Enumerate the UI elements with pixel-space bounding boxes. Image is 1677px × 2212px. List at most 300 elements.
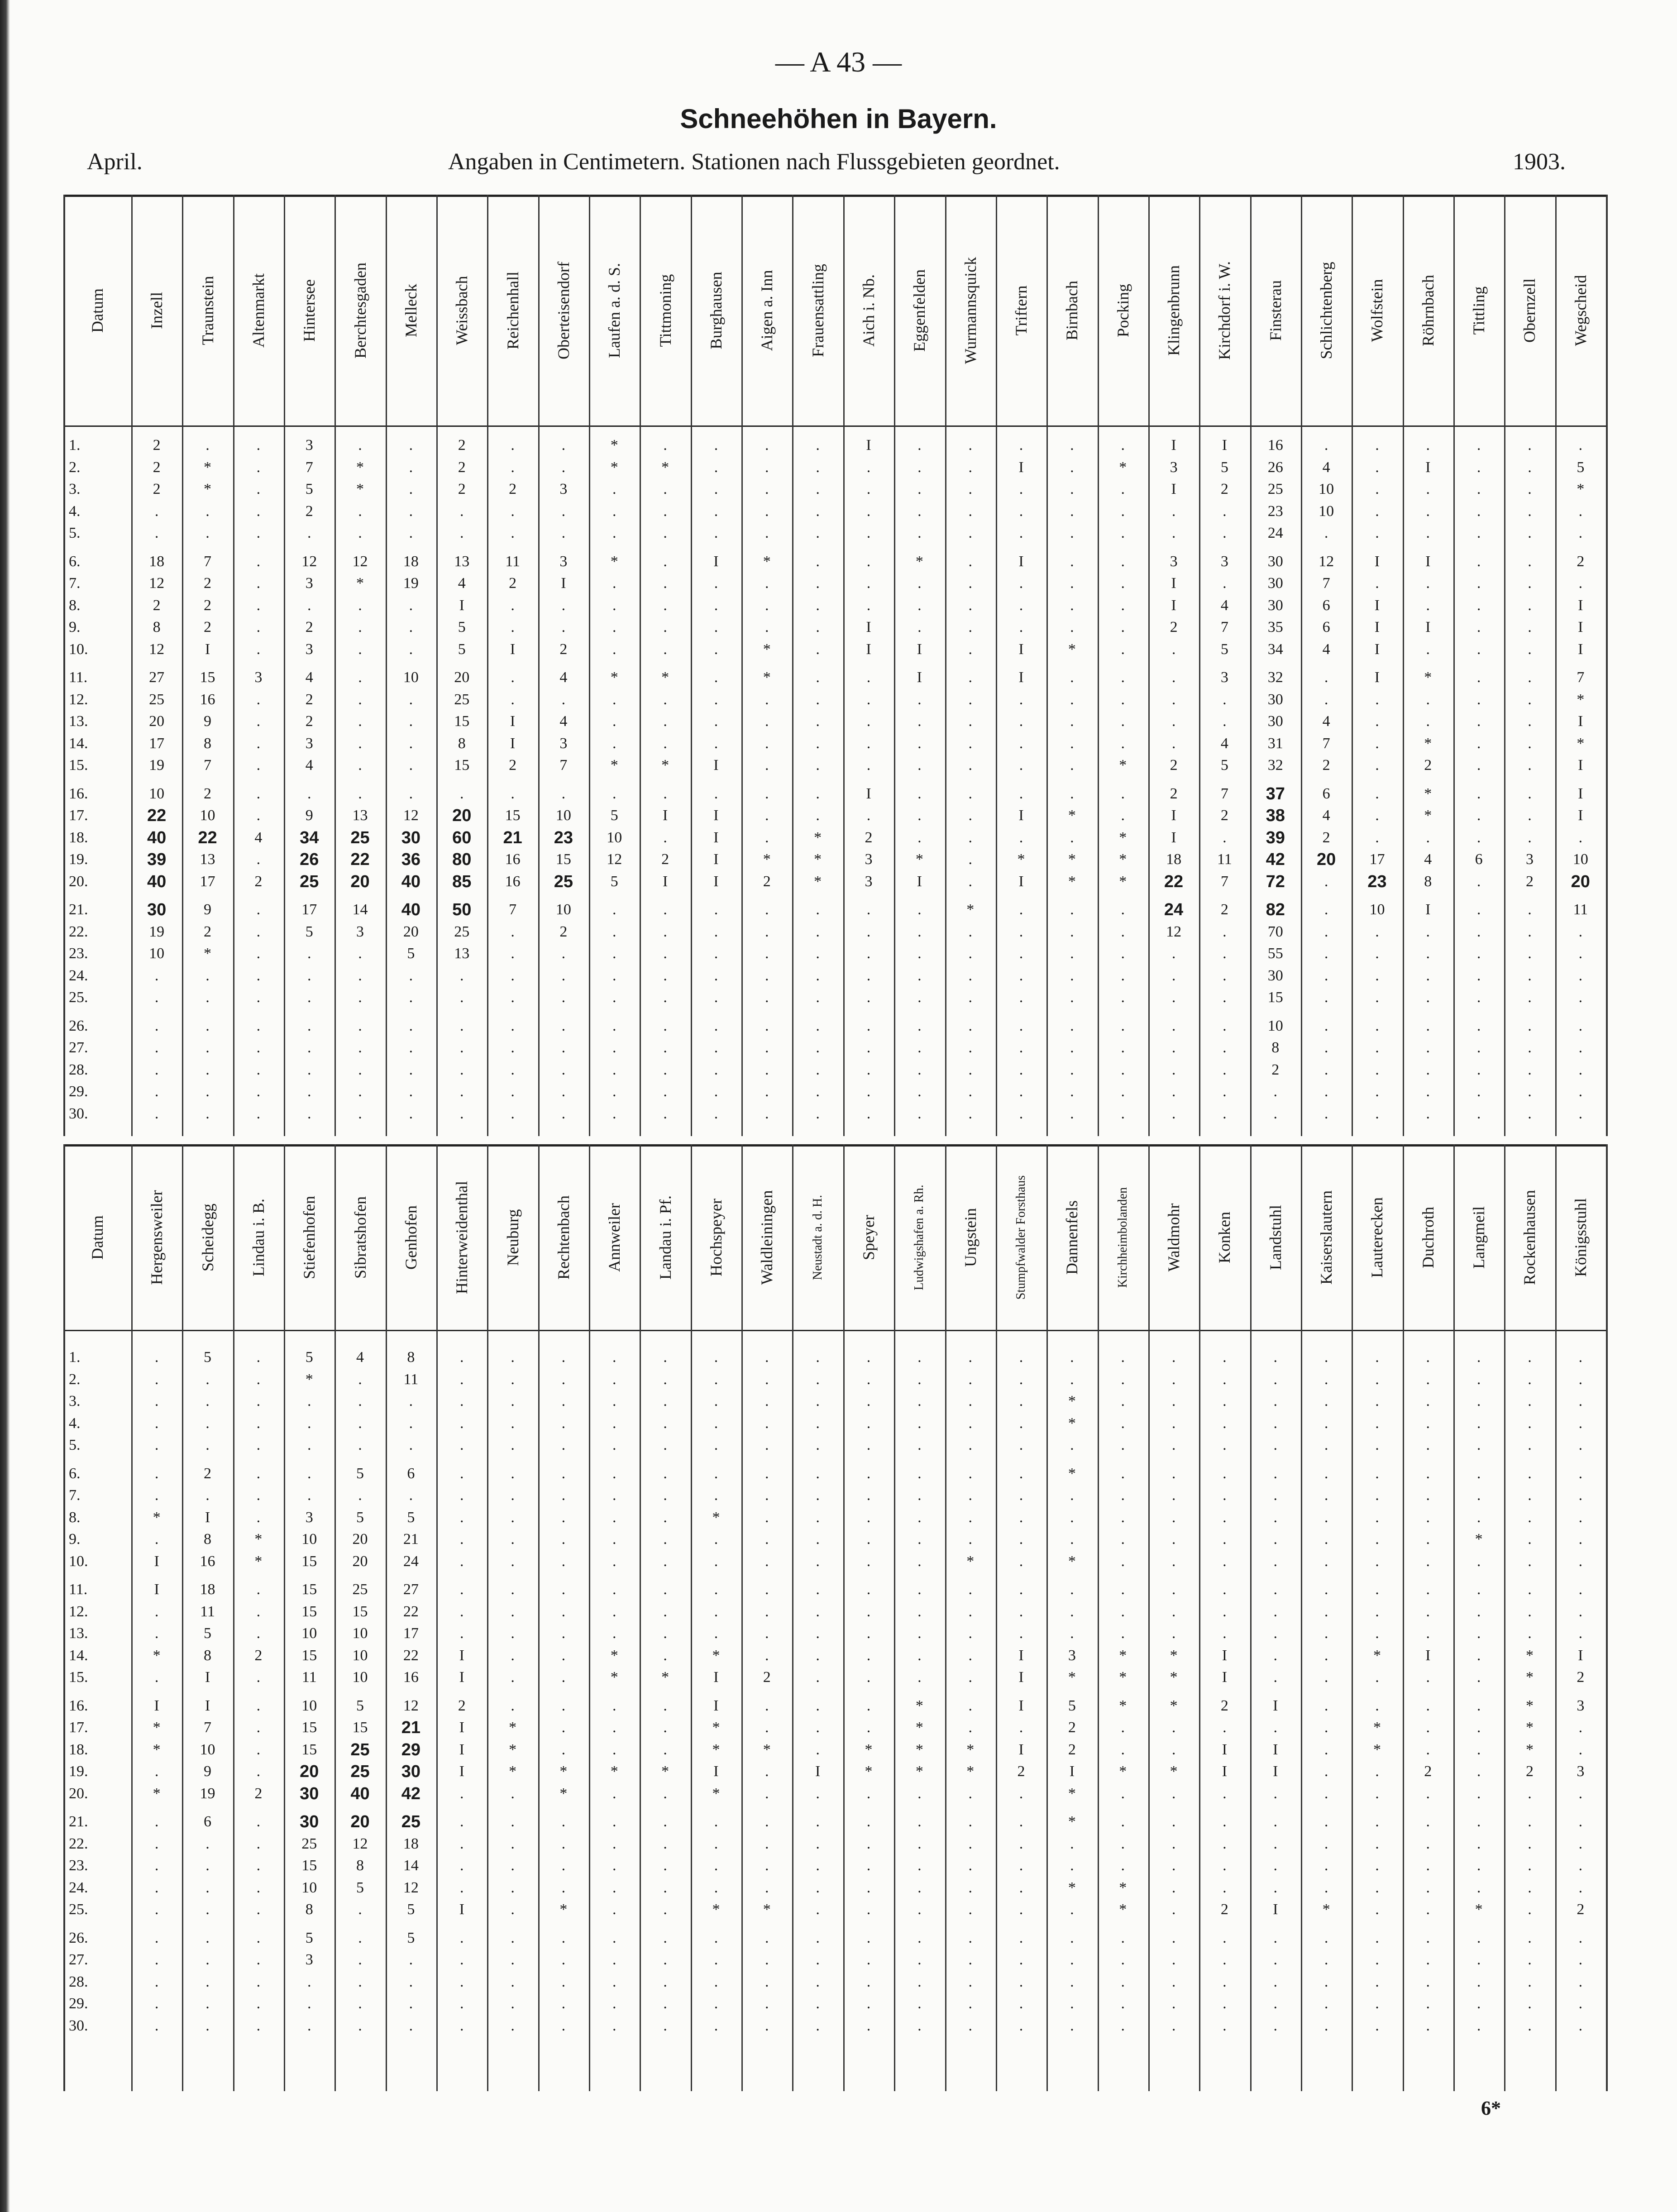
value-cell: . [663, 1951, 667, 1968]
value-cell: . [561, 1105, 566, 1122]
value-cell: 38 [1266, 806, 1285, 825]
value-cell: 7 [204, 1719, 212, 1736]
value-cell: . [917, 1061, 922, 1078]
station-name: Kirchdorf i. W. [1215, 261, 1234, 360]
value-cell: . [1476, 1581, 1481, 1598]
station-name: Hintersee [300, 279, 319, 342]
value-cell: . [866, 989, 871, 1006]
value-cell: . [1121, 1531, 1125, 1548]
value-cell: . [866, 1951, 871, 1968]
value-cell: 18 [149, 553, 165, 570]
value-cell: . [1578, 1039, 1583, 1056]
value-cell: . [256, 437, 261, 454]
value-cell: . [1476, 1879, 1481, 1896]
value-cell: 20 [149, 713, 165, 730]
value-cell: . [663, 1437, 667, 1453]
date-cell: 30. [69, 2017, 88, 2034]
value-cell: . [256, 1017, 261, 1034]
value-cell: . [511, 923, 515, 940]
value-cell: * [1525, 1697, 1534, 1714]
value-cell: . [612, 967, 616, 984]
value-cell: I [1018, 1697, 1024, 1714]
value-cell: 3 [1170, 459, 1178, 476]
value-cell: * [204, 945, 212, 962]
value-cell: . [1070, 1509, 1074, 1526]
value-cell: . [205, 1951, 210, 1968]
value-cell: . [358, 619, 362, 635]
value-cell: . [1273, 1835, 1277, 1852]
value-cell: . [1324, 1017, 1328, 1034]
station-name: Scheidegg [198, 1204, 217, 1271]
value-cell: * [712, 1719, 720, 1736]
value-cell: . [1223, 1857, 1227, 1874]
value-cell: . [1528, 807, 1532, 824]
value-cell: . [714, 1039, 718, 1056]
value-cell: . [1223, 1951, 1227, 1968]
value-cell: 15 [301, 1603, 317, 1620]
value-cell: . [358, 945, 362, 962]
value-cell: . [968, 502, 972, 520]
value-cell: . [307, 1083, 311, 1100]
value-cell: 40 [147, 828, 167, 847]
value-cell: . [1223, 1083, 1227, 1100]
value-cell: . [1019, 967, 1023, 984]
value-cell: 2 [1170, 785, 1178, 802]
value-cell: . [612, 989, 616, 1006]
value-cell: . [917, 807, 922, 824]
station-header [1148, 1147, 1199, 1328]
value-cell: 8 [153, 619, 161, 635]
value-cell: . [714, 735, 718, 752]
value-cell: . [511, 785, 515, 802]
value-cell: * [712, 1509, 720, 1526]
value-cell: . [1070, 1017, 1074, 1034]
value-cell: . [1476, 1039, 1481, 1056]
value-cell: . [1273, 1879, 1277, 1896]
value-cell: * [1525, 1719, 1534, 1736]
value-cell: . [968, 1995, 972, 2012]
value-cell: . [205, 1857, 210, 1874]
value-cell: 19 [149, 757, 165, 774]
value-cell: . [1070, 1929, 1074, 1946]
value-cell: * [356, 459, 364, 476]
value-cell: . [1578, 1785, 1583, 1802]
value-cell: 12 [352, 553, 368, 570]
value-cell: . [1121, 945, 1125, 962]
value-cell: . [561, 1879, 566, 1896]
station-header [1148, 197, 1199, 424]
value-cell: . [866, 1625, 871, 1642]
value-cell: . [256, 1763, 261, 1780]
value-cell: . [1476, 923, 1481, 940]
value-cell: . [459, 1929, 464, 1946]
value-cell: . [205, 437, 210, 454]
value-cell: 9 [204, 1763, 212, 1780]
value-cell: . [1273, 1813, 1277, 1830]
value-cell: . [917, 735, 922, 752]
station-header [996, 197, 1046, 424]
value-cell: 25 [352, 1581, 368, 1598]
value-cell: . [1121, 785, 1125, 802]
station-header [1046, 197, 1097, 424]
value-cell: I [713, 807, 719, 824]
value-cell: 5 [1577, 459, 1585, 476]
value-cell: . [917, 1553, 922, 1570]
value-cell: . [816, 1581, 820, 1598]
value-cell: . [612, 691, 616, 708]
date-cell: 29. [69, 1083, 88, 1100]
value-cell: . [866, 1349, 871, 1366]
value-cell: 10 [352, 1625, 368, 1642]
value-cell: 13 [352, 807, 368, 824]
value-cell: . [714, 1813, 718, 1830]
value-cell: . [358, 1973, 362, 1990]
value-cell: . [917, 829, 922, 846]
value-cell: . [765, 502, 769, 520]
value-cell: . [968, 619, 972, 635]
station-name: Rockenhausen [1520, 1190, 1539, 1285]
value-cell: . [1324, 945, 1328, 962]
value-cell: . [663, 1929, 667, 1946]
station-header [843, 1147, 894, 1328]
value-cell: . [663, 1785, 667, 1802]
date-cell: 23. [69, 1857, 88, 1874]
station-name: Pocking [1113, 283, 1132, 338]
station-header [386, 197, 436, 424]
value-cell: . [816, 807, 820, 824]
value-cell: 11 [1217, 851, 1232, 868]
value-cell: . [1223, 1835, 1227, 1852]
value-cell: 13 [454, 553, 470, 570]
station-name: Aich i. Nb. [859, 274, 878, 347]
value-cell: . [1223, 1371, 1227, 1388]
value-cell: . [1476, 1951, 1481, 1968]
value-cell: . [1426, 1813, 1430, 1830]
value-cell: . [154, 1083, 159, 1100]
value-cell: . [968, 669, 972, 686]
value-cell: . [154, 967, 159, 984]
value-cell: . [1019, 525, 1023, 541]
station-header [284, 197, 334, 424]
value-cell: . [1426, 967, 1430, 984]
value-cell: . [511, 1857, 515, 1874]
value-cell: . [1273, 1951, 1277, 1968]
value-cell: . [1019, 1371, 1023, 1388]
value-cell: . [1375, 1553, 1379, 1570]
value-cell: . [968, 1785, 972, 1802]
value-cell: 17 [200, 873, 215, 890]
value-cell: . [612, 1039, 616, 1056]
value-cell: . [256, 1813, 261, 1830]
value-cell: 21 [403, 1531, 419, 1548]
value-cell: * [610, 437, 618, 454]
date-cell: 7. [69, 1487, 81, 1504]
station-header [1555, 1147, 1606, 1328]
station-header [1301, 197, 1352, 424]
value-cell: . [1324, 1581, 1328, 1598]
value-cell: . [256, 1509, 261, 1526]
value-cell: . [816, 757, 820, 774]
value-cell: * [763, 553, 771, 570]
value-cell: . [1070, 1083, 1074, 1100]
value-cell: . [1019, 619, 1023, 635]
value-cell: . [154, 1414, 159, 1432]
value-cell: . [1528, 1414, 1532, 1432]
value-cell: . [154, 502, 159, 520]
date-cell: 21. [69, 901, 88, 918]
value-cell: . [663, 1349, 667, 1366]
value-cell: * [661, 757, 669, 774]
station-header [1352, 197, 1402, 424]
value-cell: . [256, 640, 261, 658]
value-cell: . [917, 757, 922, 774]
value-cell: . [511, 1531, 515, 1548]
value-cell: * [1068, 1879, 1076, 1896]
value-cell: . [1223, 1995, 1227, 2012]
date-cell: 6. [69, 553, 81, 570]
value-cell: . [816, 1039, 820, 1056]
value-cell: . [816, 575, 820, 592]
value-cell: . [663, 1741, 667, 1758]
value-cell: 4 [1322, 640, 1330, 658]
date-cell: 25. [69, 989, 88, 1006]
value-cell: . [714, 967, 718, 984]
value-cell: 5 [356, 1697, 364, 1714]
value-cell: . [765, 2017, 769, 2034]
value-cell: . [205, 1393, 210, 1409]
value-cell: . [1426, 1371, 1430, 1388]
value-cell: I [561, 575, 566, 592]
station-name: Königsstuhl [1571, 1198, 1590, 1277]
value-cell: 2 [1322, 757, 1330, 774]
value-cell: 3 [1068, 1647, 1076, 1664]
value-cell: . [154, 1625, 159, 1642]
value-cell: . [1171, 1995, 1176, 2012]
value-cell: . [816, 1785, 820, 1802]
value-cell: . [1476, 713, 1481, 730]
station-header [640, 197, 690, 424]
value-cell: 2 [153, 437, 161, 454]
value-cell: . [1070, 597, 1074, 614]
value-cell: . [816, 735, 820, 752]
value-cell: * [661, 1763, 669, 1780]
value-cell: . [1223, 713, 1227, 730]
value-cell: . [1223, 1393, 1227, 1409]
station-name: Schlichtenberg [1317, 262, 1336, 359]
value-cell: . [409, 1995, 413, 2012]
value-cell: 36 [401, 850, 421, 869]
value-cell: . [1528, 1973, 1532, 1990]
value-cell: . [663, 1719, 667, 1736]
value-cell: . [1324, 1785, 1328, 1802]
value-cell: . [1121, 1349, 1125, 1366]
value-cell: 4 [1424, 851, 1432, 868]
value-cell: . [968, 481, 972, 497]
value-cell: . [1578, 1951, 1583, 1968]
value-cell: . [866, 807, 871, 824]
value-cell: . [1070, 459, 1074, 476]
value-cell: . [714, 459, 718, 476]
value-cell: I [713, 1669, 719, 1686]
value-cell: . [714, 1553, 718, 1570]
value-cell: . [968, 1509, 972, 1526]
value-cell: . [663, 640, 667, 658]
value-cell: 20 [350, 872, 370, 891]
value-cell: . [1121, 1414, 1125, 1432]
value-cell: . [816, 1901, 820, 1918]
value-cell: . [1121, 669, 1125, 686]
value-cell: 2 [204, 923, 212, 940]
value-cell: . [612, 1083, 616, 1100]
station-header [538, 197, 589, 424]
value-cell: . [1273, 1603, 1277, 1620]
station-header [589, 197, 640, 424]
station-name: Lindau i. B. [249, 1199, 268, 1276]
page-number: — A 43 — [775, 46, 902, 78]
value-cell: . [1019, 1465, 1023, 1482]
value-cell: . [866, 1393, 871, 1409]
value-cell: 2 [458, 1697, 466, 1714]
value-cell: * [763, 1741, 771, 1758]
value-cell: 13 [200, 851, 215, 868]
value-cell: I [1374, 619, 1380, 635]
value-cell: . [1171, 1083, 1176, 1100]
value-cell: . [511, 1465, 515, 1482]
value-cell: 10 [149, 785, 165, 802]
value-cell: . [1578, 1879, 1583, 1896]
value-cell: . [1528, 1371, 1532, 1388]
value-cell: 24 [1164, 900, 1184, 919]
value-cell: . [917, 502, 922, 520]
value-cell: 11 [301, 1669, 317, 1686]
value-cell: . [968, 1061, 972, 1078]
value-cell: . [409, 437, 413, 454]
value-cell: . [1019, 1581, 1023, 1598]
value-cell: 2 [305, 502, 313, 520]
value-cell: 2 [1170, 757, 1178, 774]
value-cell: 5 [204, 1349, 212, 1366]
value-cell: . [561, 1603, 566, 1620]
value-cell: . [1426, 1581, 1430, 1598]
value-cell: . [917, 901, 922, 918]
value-cell: . [561, 1647, 566, 1664]
date-cell: 17. [69, 1719, 88, 1736]
value-cell: . [714, 1017, 718, 1034]
value-cell: 30 [1267, 967, 1283, 984]
value-cell: . [1426, 1349, 1430, 1366]
date-cell: 15. [69, 1669, 88, 1686]
value-cell: 2 [458, 459, 466, 476]
value-cell: . [1375, 1995, 1379, 2012]
value-cell: 4 [1322, 459, 1330, 476]
value-cell: . [1121, 553, 1125, 570]
value-cell: . [256, 597, 261, 614]
value-cell: . [358, 757, 362, 774]
value-cell: 10 [301, 1697, 317, 1714]
value-cell: * [509, 1741, 517, 1758]
value-cell: * [610, 459, 618, 476]
value-cell: . [1070, 945, 1074, 962]
value-cell: . [1476, 967, 1481, 984]
value-cell: I [1171, 807, 1176, 824]
value-cell: . [663, 1487, 667, 1504]
value-cell: . [511, 619, 515, 635]
date-cell: 5. [69, 525, 81, 541]
value-cell: . [816, 1349, 820, 1366]
value-cell: 14 [352, 901, 368, 918]
value-cell: . [1426, 640, 1430, 658]
date-cell: 29. [69, 1995, 88, 2012]
value-cell: . [1273, 1785, 1277, 1802]
value-cell: * [1017, 851, 1025, 868]
value-cell: * [153, 1509, 161, 1526]
date-cell: 20. [69, 873, 88, 890]
value-cell: . [1070, 2017, 1074, 2034]
column-divider [1606, 195, 1608, 1136]
value-cell: I [205, 1509, 210, 1526]
value-cell: . [1375, 1625, 1379, 1642]
date-cell: 19. [69, 851, 88, 868]
value-cell: 2 [204, 785, 212, 802]
value-cell: . [1121, 691, 1125, 708]
value-cell: . [459, 2017, 464, 2034]
value-cell: 6 [1475, 851, 1483, 868]
value-cell: I [1578, 597, 1583, 614]
value-cell: I [662, 873, 668, 890]
value-cell: . [663, 1414, 667, 1432]
value-cell: . [1070, 1901, 1074, 1918]
value-cell: . [1019, 1105, 1023, 1122]
value-cell: . [1578, 923, 1583, 940]
value-cell: . [358, 1039, 362, 1056]
value-cell: . [1273, 1509, 1277, 1526]
value-cell: . [307, 1973, 311, 1990]
value-cell: . [1375, 1835, 1379, 1852]
value-cell: . [561, 1553, 566, 1570]
value-cell: . [1223, 1039, 1227, 1056]
value-cell: . [1019, 481, 1023, 497]
value-cell: * [610, 757, 618, 774]
value-cell: . [765, 1393, 769, 1409]
value-cell: 5 [407, 1509, 415, 1526]
value-cell: . [1171, 1879, 1176, 1896]
date-cell: 12. [69, 691, 88, 708]
value-cell: . [1171, 1901, 1176, 1918]
date-cell: 4. [69, 502, 81, 520]
value-cell: . [511, 1509, 515, 1526]
value-cell: . [1019, 1393, 1023, 1409]
value-cell: . [154, 1105, 159, 1122]
value-cell: 9 [204, 901, 212, 918]
value-cell: . [816, 1879, 820, 1896]
value-cell: . [1121, 1835, 1125, 1852]
value-cell: . [561, 785, 566, 802]
value-cell: . [612, 785, 616, 802]
value-cell: . [459, 1105, 464, 1122]
value-cell: . [1121, 807, 1125, 824]
value-cell: 40 [350, 1784, 370, 1803]
value-cell: 12 [149, 575, 165, 592]
value-cell: . [816, 1625, 820, 1642]
station-header [436, 1147, 487, 1328]
value-cell: . [459, 1813, 464, 1830]
value-cell: . [816, 597, 820, 614]
value-cell: . [205, 1371, 210, 1388]
value-cell: . [1528, 1901, 1532, 1918]
value-cell: . [917, 525, 922, 541]
value-cell: . [866, 691, 871, 708]
value-cell: . [714, 2017, 718, 2034]
